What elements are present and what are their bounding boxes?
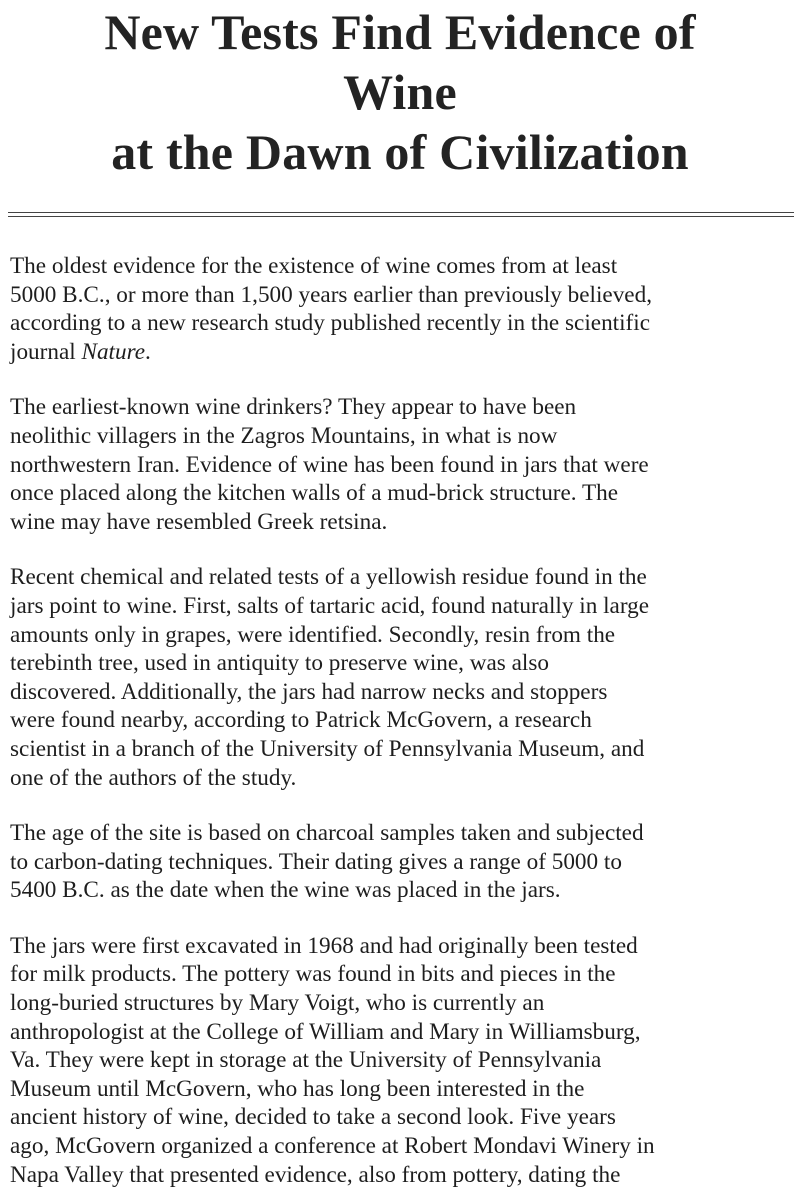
text-line: one of the authors of the study. [10, 764, 297, 791]
journal-name: Nature [81, 338, 146, 365]
paragraph-3 [10, 563, 798, 792]
paragraph-5 [10, 932, 798, 1189]
text-line: anthropologist at the College of William and Mary in Williamsburg, [10, 1018, 641, 1045]
text-line: neolithic villagers in the Zagros Mountains, in what is now [10, 422, 558, 449]
text-line: Recent chemical and related tests of a yellowish residue found in the [10, 564, 647, 591]
text-line: The age of the site is based on charcoal samples taken and subjected [10, 820, 644, 847]
text-line: The earliest-known wine drinkers? They appear to have been [10, 394, 577, 421]
text-line: terebinth tree, used in antiquity to preserve wine, was also [10, 650, 549, 677]
text-fragment: journal [10, 338, 82, 365]
paragraph-1 [10, 252, 798, 366]
text-line: ancient history of wine, decided to take a second look. Five years [10, 1104, 616, 1131]
text-line: long-buried structures by Mary Voigt, who is currently an [10, 990, 545, 1017]
headline-line-2: Wine [343, 64, 457, 120]
text-line: wine may have resembled Greek retsina. [10, 508, 388, 535]
text-line: Museum until McGovern, who has long been interested in the [10, 1075, 585, 1102]
text-line: scientist in a branch of the University of Pennsylvania Museum, and [10, 735, 645, 762]
double-rule-divider [8, 212, 794, 217]
paragraph-2 [10, 393, 798, 536]
text-fragment: . [145, 338, 151, 365]
text-line [10, 338, 798, 367]
text-line: once placed along the kitchen walls of a mud-brick structure. The [10, 480, 619, 507]
text-line: 5000 B.C., or more than 1,500 years earlier than previously believed, [10, 281, 652, 308]
text-line: amounts only in grapes, were identified. Secondly, resin from the [10, 621, 616, 648]
text-line: according to a new research study published recently in the scientific [10, 310, 650, 337]
headline-line-3: at the Dawn of Civilization [111, 124, 689, 180]
text-line: 5400 B.C. as the date when the wine was placed in the jars. [10, 877, 561, 904]
text-line: Va. They were kept in storage at the University of Pennsylvania [10, 1047, 602, 1074]
headline-line-1: New Tests Find Evidence of [104, 4, 696, 60]
text-line: jars point to wine. First, salts of tartaric acid, found naturally in large [10, 592, 650, 619]
paragraph-4 [10, 819, 798, 905]
text-line: The jars were first excavated in 1968 and had originally been tested [10, 932, 638, 959]
text-line: for milk products. The pottery was found in bits and pieces in the [10, 961, 616, 988]
text-line: ago, McGovern organized a conference at Robert Mondavi Winery in [10, 1133, 655, 1160]
text-line: The oldest evidence for the existence of wine comes from at least [10, 253, 618, 279]
text-line: were found nearby, according to Patrick McGovern, a research [10, 707, 592, 734]
text-line: to carbon-dating techniques. Their dating gives a range of 5000 to [10, 848, 622, 875]
text-line: Napa Valley that presented evidence, also from pottery, dating the [10, 1161, 621, 1188]
article-body [10, 252, 798, 1204]
headline [0, 0, 800, 182]
text-line: northwestern Iran. Evidence of wine has been found in jars that were [10, 451, 649, 478]
text-line: discovered. Additionally, the jars had narrow necks and stoppers [10, 678, 608, 705]
